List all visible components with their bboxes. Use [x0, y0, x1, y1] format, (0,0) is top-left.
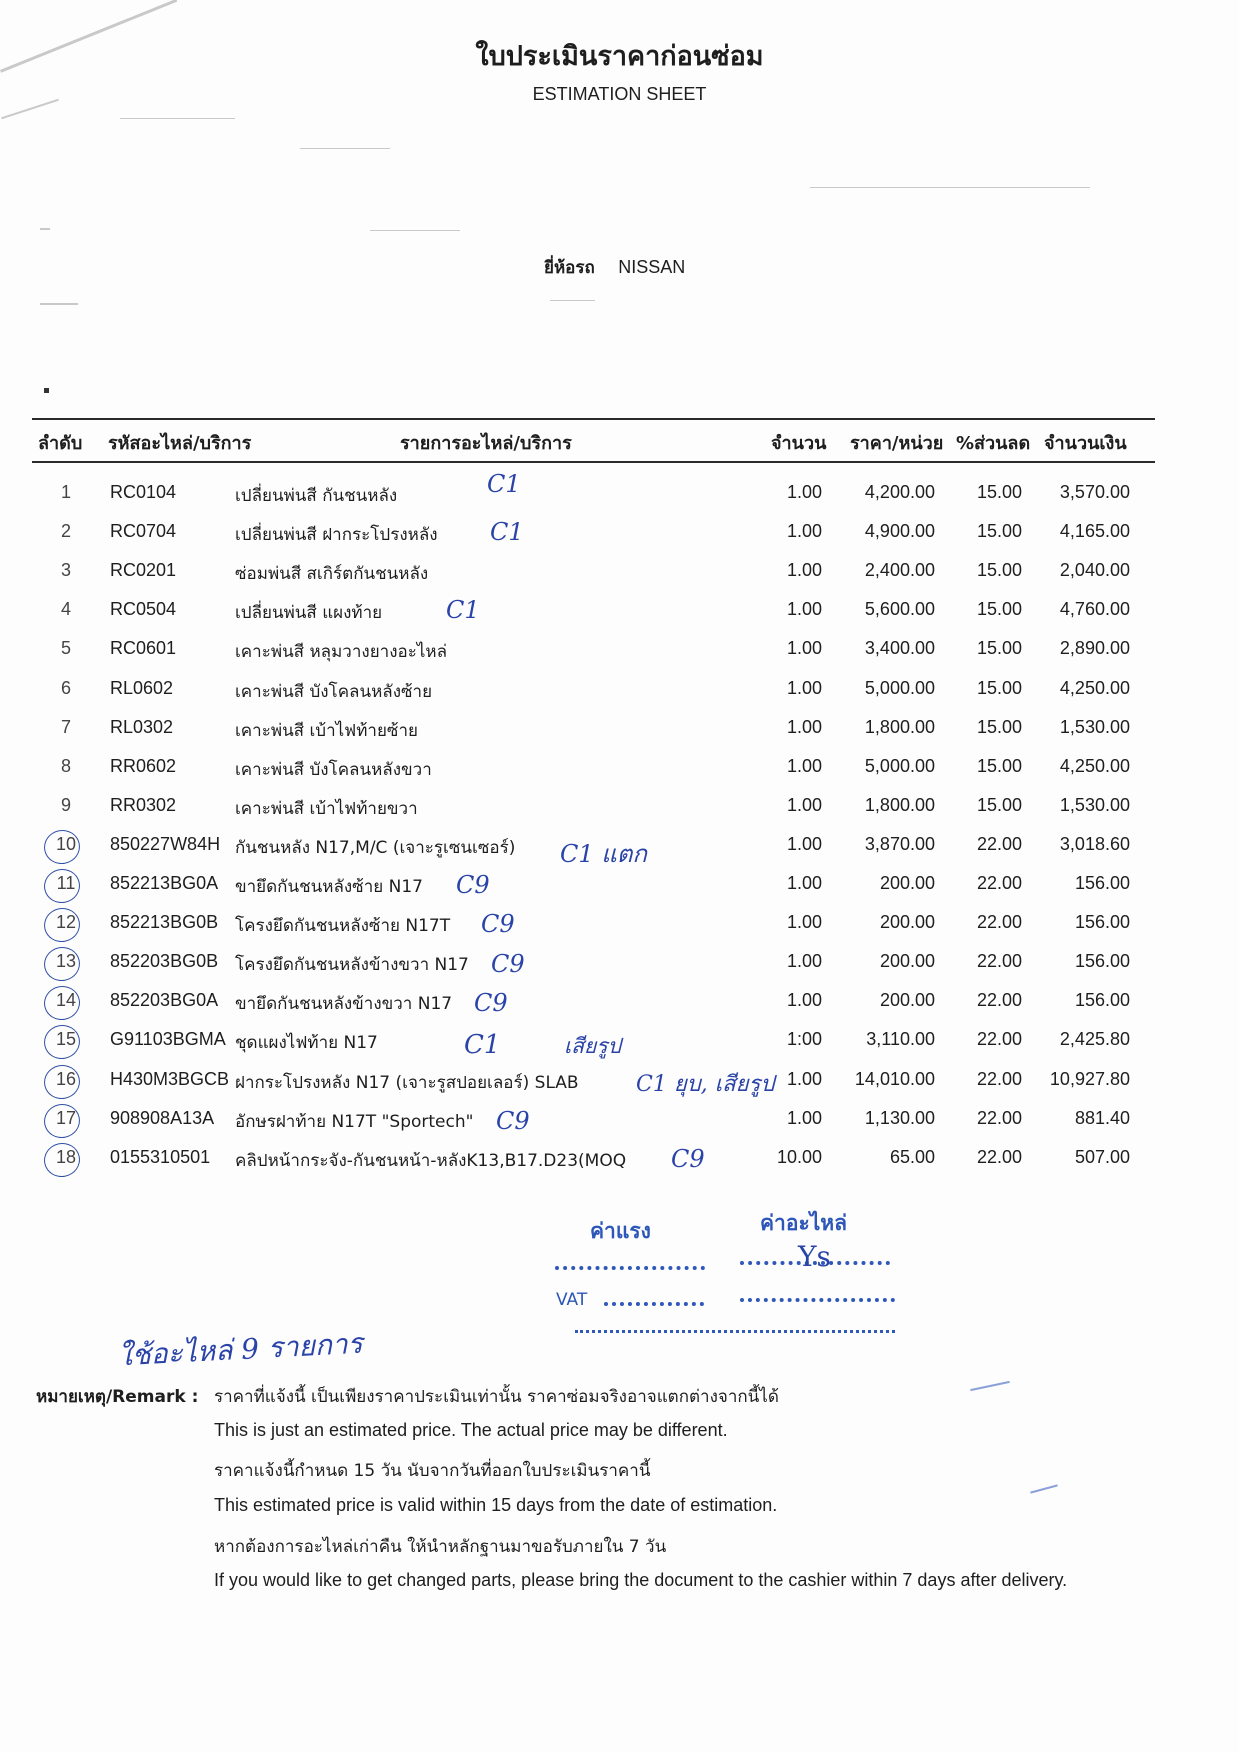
- discount: 22.00: [976, 1069, 1022, 1089]
- part-code: RC0704: [110, 521, 177, 541]
- amount: 3,570.00: [1059, 482, 1130, 502]
- header-discount: %ส่วนลด: [956, 433, 1031, 454]
- header-unit-price: ราคา/หน่วย: [850, 433, 944, 454]
- unit-price: 200.00: [879, 912, 935, 932]
- quantity: 1.00: [786, 482, 822, 502]
- handwritten-note: C1: [446, 596, 480, 624]
- quantity: 1.00: [786, 1108, 822, 1128]
- handwritten-summary: ใช้อะไหล่ 9 รายการ: [117, 1326, 364, 1373]
- part-code: RC0504: [110, 599, 177, 619]
- scan-artifact: [810, 187, 1090, 188]
- amount: 4,250.00: [1059, 678, 1130, 698]
- row-number: 7: [60, 717, 71, 737]
- quantity: 1.00: [786, 521, 822, 541]
- row-number: 6: [60, 678, 71, 698]
- unit-price: 5,000.00: [864, 756, 935, 776]
- table-row: [0, 638, 1239, 676]
- discount: 22.00: [976, 1108, 1022, 1128]
- amount: 10,927.80: [1049, 1069, 1130, 1089]
- scan-artifact: [1030, 1484, 1058, 1493]
- car-brand-label: ยี่ห้อรถ: [544, 258, 595, 278]
- row-number: 4: [60, 599, 71, 619]
- handwritten-note: เสียรูป: [564, 1034, 621, 1058]
- amount: 507.00: [1074, 1147, 1130, 1167]
- part-description: เคาะพ่นสี บังโคลนหลังขวา: [235, 760, 432, 780]
- table-header-rule: [32, 461, 1155, 463]
- handwritten-note: C1: [464, 1030, 501, 1060]
- scan-artifact: [370, 230, 460, 231]
- scan-artifact: [970, 1381, 1010, 1391]
- handwritten-circle: [41, 1062, 83, 1103]
- part-code: RL0302: [110, 717, 174, 737]
- car-brand-field: [544, 254, 685, 281]
- part-code: RC0104: [110, 482, 177, 502]
- remark-line: This is just an estimated price. The actual price may be different.: [214, 1420, 728, 1440]
- part-code: RL0602: [110, 678, 174, 698]
- unit-price: 200.00: [879, 873, 935, 893]
- part-description: กันชนหลัง N17,M/C (เจาะรูเซนเซอร์): [235, 838, 516, 858]
- unit-price: 3,110.00: [866, 1029, 935, 1049]
- row-number: 13: [55, 951, 77, 971]
- row-number: 11: [56, 873, 76, 893]
- handwritten-note: C9: [671, 1145, 705, 1173]
- quantity: 1.00: [786, 795, 822, 815]
- scan-artifact: [40, 303, 78, 305]
- part-description: คลิปหน้ากระจัง-กันชนหน้า-หลังK13,B17.D23(MOQ: [235, 1151, 627, 1171]
- quantity: 1.00: [786, 599, 822, 619]
- quantity: 1.00: [786, 678, 822, 698]
- part-description: ซ่อมพ่นสี สเกิร์ตกันชนหลัง: [235, 564, 429, 584]
- table-row: [0, 951, 1239, 989]
- remark-line: ราคาแจ้งนี้กำหนด 15 วัน นับจากวันที่ออกใบประเมินราคานี้: [214, 1461, 651, 1481]
- row-number: 3: [60, 560, 71, 580]
- amount: 2,040.00: [1059, 560, 1130, 580]
- row-number: 10: [55, 834, 77, 854]
- discount: 22.00: [976, 1029, 1022, 1049]
- discount: 15.00: [976, 638, 1022, 658]
- amount: 1,530.00: [1059, 717, 1130, 737]
- quantity: 10.00: [776, 1147, 822, 1167]
- quantity: 1.00: [786, 951, 822, 971]
- part-description: เปลี่ยนพ่นสี แผงท้าย: [235, 603, 383, 623]
- part-code: RC0601: [110, 638, 177, 658]
- stamp-labor-label: ค่าแรง: [590, 1219, 651, 1243]
- row-number: 2: [60, 521, 71, 541]
- discount: 15.00: [976, 756, 1022, 776]
- table-row: [0, 560, 1239, 598]
- stamp-vat-label: VAT: [556, 1290, 588, 1310]
- amount: 4,250.00: [1059, 756, 1130, 776]
- discount: 15.00: [976, 717, 1022, 737]
- amount: 156.00: [1074, 951, 1130, 971]
- table-row: [0, 795, 1239, 833]
- row-number: 16: [55, 1069, 77, 1089]
- unit-price: 2,400.00: [864, 560, 935, 580]
- part-code: 852213BG0B: [110, 912, 219, 932]
- discount: 22.00: [976, 834, 1022, 854]
- row-number: 8: [60, 756, 71, 776]
- part-description: เคาะพ่นสี เบ้าไฟท้ายซ้าย: [235, 721, 418, 741]
- quantity: 1.00: [786, 873, 822, 893]
- unit-price: 200.00: [879, 951, 935, 971]
- amount: 2,425.80: [1059, 1029, 1130, 1049]
- handwritten-note: C9: [481, 910, 515, 938]
- table-row: [0, 912, 1239, 950]
- discount: 15.00: [976, 795, 1022, 815]
- part-description: โครงยึดกันชนหลังซ้าย N17T: [235, 916, 451, 936]
- stamp-total-line: [575, 1330, 895, 1333]
- part-description: เคาะพ่นสี หลุมวางยางอะไหล่: [235, 642, 448, 662]
- part-code: H430M3BGCB: [110, 1069, 230, 1089]
- unit-price: 3,870.00: [864, 834, 935, 854]
- discount: 15.00: [976, 678, 1022, 698]
- part-code: RR0302: [110, 795, 177, 815]
- part-code: 852203BG0B: [110, 951, 219, 971]
- handwritten-note: C9: [456, 871, 490, 899]
- discount: 22.00: [976, 912, 1022, 932]
- part-code: RC0201: [110, 560, 177, 580]
- header-quantity: จำนวน: [771, 433, 827, 454]
- row-number: 9: [60, 795, 71, 815]
- part-description: ขายึดกันชนหลังซ้าย N17: [235, 877, 423, 897]
- unit-price: 5,600.00: [864, 599, 935, 619]
- discount: 15.00: [976, 482, 1022, 502]
- row-number: 12: [55, 912, 77, 932]
- row-number: 18: [55, 1147, 77, 1167]
- part-code: G91103BGMA: [110, 1029, 226, 1049]
- table-row: [0, 873, 1239, 911]
- unit-price: 65.00: [889, 1147, 935, 1167]
- document-title-english: ESTIMATION SHEET: [532, 84, 707, 104]
- stamp-vat-parts-line: [740, 1298, 895, 1302]
- quantity: 1:00: [786, 1029, 822, 1049]
- document-title-thai: ใบประเมินราคาก่อนซ่อม: [475, 41, 764, 72]
- quantity: 1.00: [786, 912, 822, 932]
- unit-price: 4,200.00: [864, 482, 935, 502]
- header-code: รหัสอะไหล่/บริการ: [108, 433, 252, 454]
- part-description: เคาะพ่นสี เบ้าไฟท้ายขวา: [235, 799, 418, 819]
- unit-price: 4,900.00: [864, 521, 935, 541]
- discount: 15.00: [976, 560, 1022, 580]
- part-description: ขายึดกันชนหลังข้างขวา N17: [235, 994, 453, 1014]
- unit-price: 1,130.00: [864, 1108, 935, 1128]
- unit-price: 14,010.00: [854, 1069, 935, 1089]
- remark-line: หากต้องการอะไหล่เก่าคืน ให้นำหลักฐานมาขอรับภายใน 7 วัน: [214, 1537, 667, 1557]
- handwritten-initial: Ys: [798, 1240, 831, 1273]
- table-row: [0, 717, 1239, 755]
- remark-line: This estimated price is valid within 15 days from the date of estimation.: [214, 1495, 778, 1515]
- part-code: 908908A13A: [110, 1108, 215, 1128]
- stamp-labor-line: [555, 1266, 705, 1270]
- header-amount: จำนวนเงิน: [1044, 433, 1127, 454]
- handwritten-note: C1 แตก: [560, 840, 647, 868]
- header-no: ลำดับ: [38, 433, 83, 454]
- discount: 22.00: [976, 990, 1022, 1010]
- part-code: 852203BG0A: [110, 990, 219, 1010]
- table-row: [0, 1147, 1239, 1185]
- scan-artifact: [120, 118, 235, 119]
- unit-price: 3,400.00: [864, 638, 935, 658]
- amount: 4,760.00: [1059, 599, 1130, 619]
- part-description: อักษรฝาท้าย N17T "Sportech": [235, 1112, 474, 1132]
- quantity: 1.00: [786, 560, 822, 580]
- table-row: [0, 678, 1239, 716]
- scan-artifact: [44, 388, 49, 393]
- amount: 4,165.00: [1059, 521, 1130, 541]
- discount: 22.00: [976, 951, 1022, 971]
- discount: 22.00: [976, 1147, 1022, 1167]
- row-number: 5: [60, 638, 71, 658]
- table-row: [0, 1108, 1239, 1146]
- discount: 22.00: [976, 873, 1022, 893]
- table-row: [0, 756, 1239, 794]
- quantity: 1.00: [786, 1069, 822, 1089]
- unit-price: 1,800.00: [864, 795, 935, 815]
- quantity: 1.00: [786, 717, 822, 737]
- quantity: 1.00: [786, 756, 822, 776]
- handwritten-note: C1: [487, 470, 521, 498]
- table-row: [0, 599, 1239, 637]
- row-number: 1: [60, 482, 71, 502]
- scan-artifact: [550, 300, 595, 301]
- header-description: รายการอะไหล่/บริการ: [400, 433, 572, 454]
- handwritten-note: C1 ยุบ, เสียรูป: [636, 1072, 775, 1097]
- unit-price: 5,000.00: [864, 678, 935, 698]
- table-row: [0, 990, 1239, 1028]
- table-row: [0, 482, 1239, 520]
- handwritten-note: C1: [490, 518, 524, 546]
- part-code: RR0602: [110, 756, 177, 776]
- amount: 3,018.60: [1059, 834, 1130, 854]
- row-number: 17: [55, 1108, 77, 1128]
- amount: 881.40: [1074, 1108, 1130, 1128]
- handwritten-note: C9: [491, 950, 525, 978]
- amount: 156.00: [1074, 873, 1130, 893]
- car-brand-value: NISSAN: [618, 257, 686, 277]
- quantity: 1.00: [786, 990, 822, 1010]
- part-code: 0155310501: [110, 1147, 211, 1167]
- row-number: 15: [55, 1029, 77, 1049]
- unit-price: 1,800.00: [864, 717, 935, 737]
- scan-artifact: [40, 228, 50, 230]
- stamp-parts-label: ค่าอะไหล่: [760, 1211, 848, 1235]
- remark-line: If you would like to get changed parts, please bring the document to the cashier within 7 days after delivery.: [214, 1570, 1068, 1590]
- discount: 15.00: [976, 521, 1022, 541]
- part-description: ฝากระโปรงหลัง N17 (เจาะรูสปอยเลอร์) SLAB: [235, 1073, 579, 1093]
- remark-line: ราคาที่แจ้งนี้ เป็นเพียงราคาประเมินเท่านั้น ราคาซ่อมจริงอาจแตกต่างจากนี้ได้: [214, 1387, 779, 1407]
- remark-label: หมายเหตุ/Remark :: [36, 1387, 199, 1407]
- part-code: 852213BG0A: [110, 873, 219, 893]
- part-description: เคาะพ่นสี บังโคลนหลังซ้าย: [235, 682, 433, 702]
- table-top-rule: [32, 418, 1155, 420]
- part-description: เปลี่ยนพ่นสี กันชนหลัง: [235, 486, 398, 506]
- handwritten-note: C9: [496, 1107, 530, 1135]
- amount: 156.00: [1074, 912, 1130, 932]
- table-row: [0, 1069, 1239, 1107]
- amount: 1,530.00: [1059, 795, 1130, 815]
- part-description: ชุดแผงไฟท้าย N17: [235, 1033, 378, 1053]
- part-description: เปลี่ยนพ่นสี ฝากระโปรงหลัง: [235, 525, 438, 545]
- amount: 156.00: [1074, 990, 1130, 1010]
- quantity: 1.00: [786, 638, 822, 658]
- row-number: 14: [55, 990, 77, 1010]
- handwritten-note: C9: [474, 989, 508, 1017]
- part-code: 850227W84H: [110, 834, 221, 854]
- stamp-vat-line: [604, 1302, 704, 1306]
- discount: 15.00: [976, 599, 1022, 619]
- scan-artifact: [300, 148, 390, 149]
- part-description: โครงยึดกันชนหลังข้างขวา N17: [235, 955, 469, 975]
- amount: 2,890.00: [1059, 638, 1130, 658]
- table-row: [0, 521, 1239, 559]
- unit-price: 200.00: [879, 990, 935, 1010]
- quantity: 1.00: [786, 834, 822, 854]
